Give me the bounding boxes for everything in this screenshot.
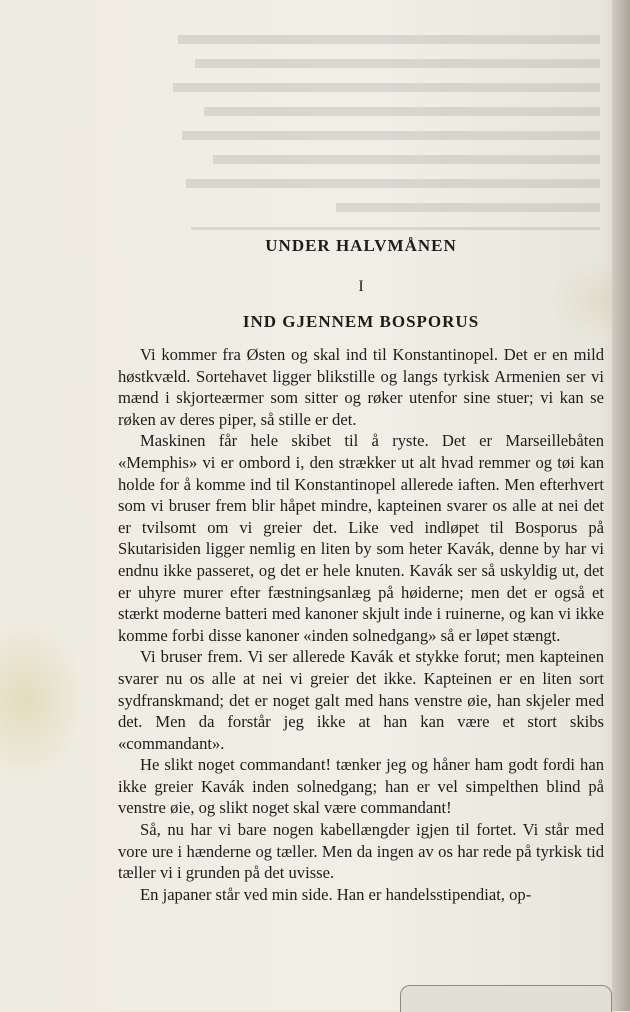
paragraph: Så, nu har vi bare nogen kabellængder igjen til fortet. Vi står med vore ure i hænderne og tæller. Men da ingen av os har rede på tyrkisk tid tæller vi i grunden på det uvisse.: [118, 820, 604, 883]
paragraph: Vi bruser frem. Vi ser allerede Kavák et stykke forut; men kapteinen svarer nu os alle at nei vi greier det ikke. Kapteinen er en liten sort sydfranskmand; det er noget galt med hans venstre øie, han skjeler med det. Men da forstår jeg ikke at han kan være et stort skibs «commandant».: [118, 647, 604, 753]
chapter-title: UNDER HALVMÅNEN: [265, 236, 457, 255]
chapter-numeral: I: [358, 278, 364, 295]
library-tab: [400, 985, 612, 1012]
paragraph: Vi kommer fra Østen og skal ind til Konstantinopel. Det er en mild høstkvæld. Sortehavet ligger blikstille og langs tyrkisk Armenien ser vi mænd i skjorteærmer som sitter og røker utenfor sine stuer; vi kan se røken av deres piper, så stille er det.: [118, 345, 604, 429]
section-heading: IND GJENNEM BOSPORUS: [242, 312, 480, 331]
page-content: [118, 230, 604, 905]
paragraph: He slikt noget commandant! tænker jeg og håner ham godt fordi han ikke greier Kavák inden solnedgang; han er vel simpelthen blind på venstre øie, og slikt noget skal være commandant!: [118, 755, 604, 818]
body-text: [118, 344, 604, 905]
paragraph: En japaner står ved min side. Han er handelsstipendiat, op-: [140, 884, 532, 904]
show-through-text: [160, 30, 600, 230]
paragraph: Maskinen får hele skibet til å ryste. Det er Marseillebåten «Memphis» vi er ombord i, den strækker ut alt hvad remmer og tøi kan holde for å komme ind til Konstantinopel allerede iaften. Men efterhvert som vi bruser frem blir håpet mindre, kapteinen svarer os alle at nei det er tvilsomt om vi greier det. Like ved indløpet til Bosporus på Skutarisiden ligger nemlig en liten by som heter Kavák, denne by har vi endnu ikke passeret, og det er hele knuten. Kavák ser så uskyldig ut, det er uhyre murer efter fæstningsanlæg på høiderne; men det er også et stærkt moderne batteri med kanoner skjult inde i ruinerne, og kan vi ikke komme forbi disse kanoner «inden solnedgang» så er løpet stængt.: [118, 431, 604, 645]
book-spine-shadow: [612, 0, 630, 1011]
